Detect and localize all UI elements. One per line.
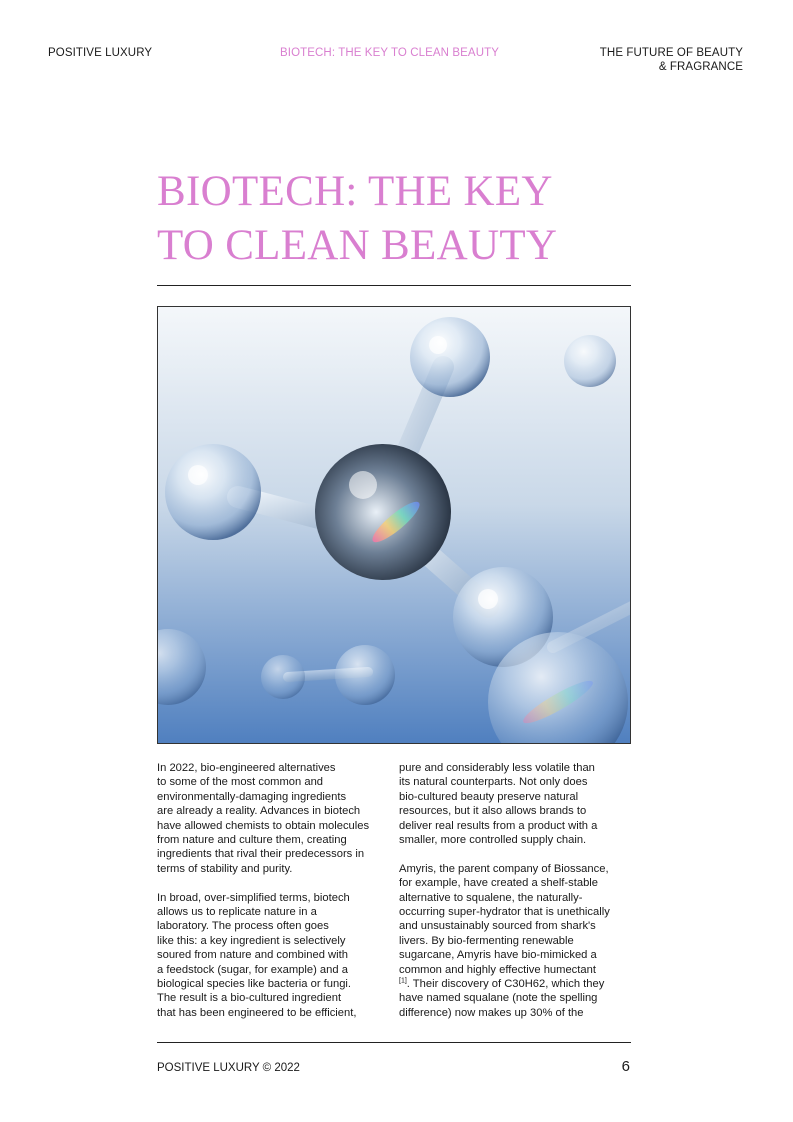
body-column-right [399,761,631,1035]
page-title [157,165,637,273]
page-title-line2: TO CLEAN BEAUTY [157,222,558,269]
page-number: 6 [621,1058,630,1075]
body-paragraph: In broad, over-simplified terms, biotech allows us to replicate nature in a laboratory. The process often goes like this: a key ingredient is selectively soured from nature and combined with a feedstock (sugar, for example) and a biological species like bacteria or fungi. The result is a bio-cultured ingredient that has been engineered to be efficient, [157,891,357,1019]
body-text-segment: Amyris, the parent company of Biossance, for example, have created a shelf-stable alternative to squalene, the naturally- occurring super-hydrator that is unethically and unsustainably sourced from shark's livers. By bio-fermenting renewable sugarcane, Amyris have bio-mimicked a common and highly effective humectant [399,862,610,976]
page-title-line1: BIOTECH: THE KEY [157,168,553,215]
header-report-title [600,46,743,74]
footer-copyright: POSITIVE LUXURY © 2022 [157,1062,300,1074]
header-section-title: BIOTECH: THE KEY TO CLEAN BEAUTY [280,47,499,59]
body-text-segment: . Their discovery of C30H62, which they have named squalane (note the spelling difference) now makes up 30% of the [399,978,605,1019]
body-paragraph [399,862,631,1020]
hero-image-molecule [157,306,631,744]
header-report-title-line2: & FRAGRANCE [658,61,743,73]
footnote-reference[interactable]: [1] [399,977,407,985]
header-report-title-line1: THE FUTURE OF BEAUTY [599,47,743,59]
body-paragraph: In 2022, bio-engineered alternatives to some of the most common and environmentally-damaging ingredients are already a reality. Advances in biotech have allowed chemists to obtain molecules from nature and culture them, creating ingredients that rival their predecessors in terms of stability and purity. [157,762,370,875]
footer-divider [157,1042,631,1043]
body-paragraph: pure and considerably less volatile than its natural counterparts. Not only does bio-cultured beauty preserve natural resources, but it also allows brands to deliver real results from a product with a smaller, more controlled supply chain. [399,762,598,847]
title-divider [157,285,631,286]
header-brand: POSITIVE LUXURY [48,47,153,59]
body-column-left [157,761,389,1035]
